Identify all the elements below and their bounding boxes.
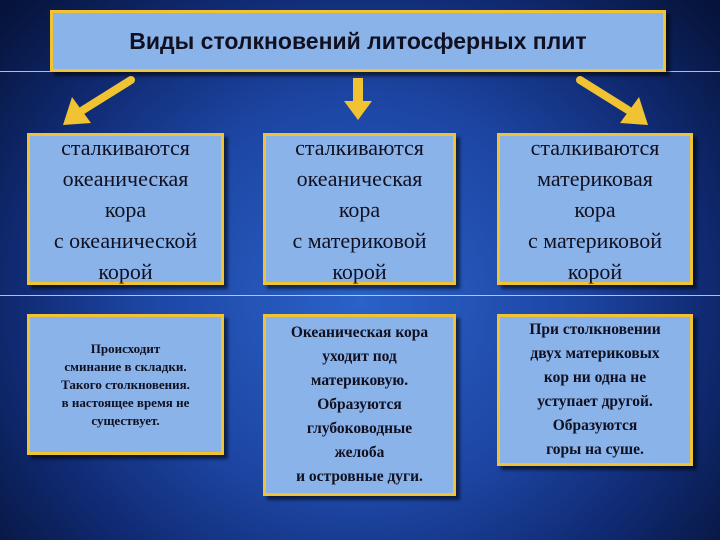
arrow-down-icon (340, 74, 376, 124)
collision-heading-2: сталкиваются океаническая кора с материковой корой (292, 134, 427, 284)
collision-description-text-2: Океаническая кора уходит под материковую. Образуются глубоководные желоба и островные дуги. (290, 324, 429, 485)
collision-heading-1: сталкиваются океаническая кора с океанической корой (53, 134, 198, 284)
page-title-text: Виды столкновений литосферных плит (129, 27, 587, 54)
collision-description-text-3: При столкновении двух материковых кор ни одна не уступает другой. Образуются горы на суше. (529, 321, 661, 458)
page-title (50, 10, 666, 72)
collision-type-oceanic-oceanic (27, 133, 224, 285)
collision-heading-3: сталкиваются материковая кора с материковой корой (528, 134, 662, 284)
arrow-right-icon (566, 74, 656, 134)
collision-type-continental-continental (497, 133, 693, 285)
collision-type-oceanic-continental (263, 133, 456, 285)
collision-description-1 (27, 314, 224, 455)
arrow-left-icon (55, 74, 145, 134)
decorative-line-middle (0, 295, 720, 296)
collision-description-text-1: Происходит сминание в складки. Такого столкновения. в настоящее время не существует. (61, 340, 190, 428)
collision-description-3 (497, 314, 693, 466)
collision-description-2 (263, 314, 456, 496)
